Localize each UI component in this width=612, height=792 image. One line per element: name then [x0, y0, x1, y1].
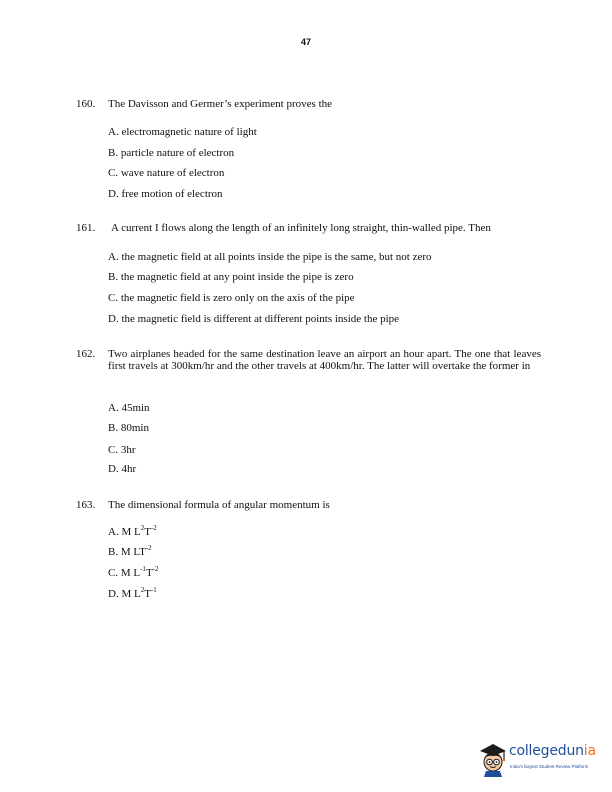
- option-d: D. M $L^2T^{-1}$: [108, 586, 157, 600]
- student-mascot-icon: [476, 740, 510, 778]
- option-d: D. free motion of electron: [108, 188, 223, 200]
- question-text: The dimensional formula of angular momentum is: [108, 499, 330, 511]
- option-b: B. particle nature of electron: [108, 147, 235, 159]
- option-c: C. wave nature of electron: [108, 167, 225, 179]
- option-d: D. the magnetic field is different at different points inside the pipe: [108, 313, 400, 325]
- question-number: 160.: [76, 98, 96, 110]
- question-162: [76, 348, 541, 372]
- page-number: 47: [300, 37, 311, 47]
- option-c: C. the magnetic field is zero only on the axis of the pipe: [108, 292, 355, 304]
- brand-tagline: India's largest Student Review Platform: [510, 764, 589, 769]
- option-b: B. M $LT^{-2}$: [108, 544, 152, 558]
- option-b: B. the magnetic field at any point inside the pipe is zero: [108, 271, 354, 283]
- question-160: [76, 98, 541, 110]
- option-d: D. 4hr: [108, 463, 137, 475]
- option-a: A. 45min: [108, 402, 150, 414]
- question-text: A current I flows along the length of an infinitely long straight, thin-walled pipe. Then: [111, 222, 491, 234]
- question-number: 161.: [76, 222, 96, 234]
- collegedunia-logo: [476, 740, 606, 780]
- question-text: The Davisson and Germer’s experiment proves the: [108, 98, 333, 110]
- option-c: C. 3hr: [108, 444, 136, 456]
- question-161: [76, 222, 541, 234]
- option-c: C. M $L^{-1}T^{-2}$: [108, 565, 159, 579]
- brand-name: collegedunia: [509, 743, 596, 759]
- option-a: A. electromagnetic nature of light: [108, 126, 257, 138]
- question-number: 163.: [76, 499, 96, 511]
- option-a: A. the magnetic field at all points inside the pipe is the same, but not zero: [108, 251, 432, 263]
- option-b: B. 80min: [108, 422, 149, 434]
- question-text: Two airplanes headed for the same destination leave an airport an hour apart. The one that leaves first travels at 300km/hr and the other travels at 400km/hr. The latter will overtake the former in: [108, 348, 541, 372]
- option-a: A. M $L^2T^{-2}$: [108, 524, 157, 538]
- question-163: [76, 499, 541, 511]
- question-number: 162.: [76, 348, 96, 360]
